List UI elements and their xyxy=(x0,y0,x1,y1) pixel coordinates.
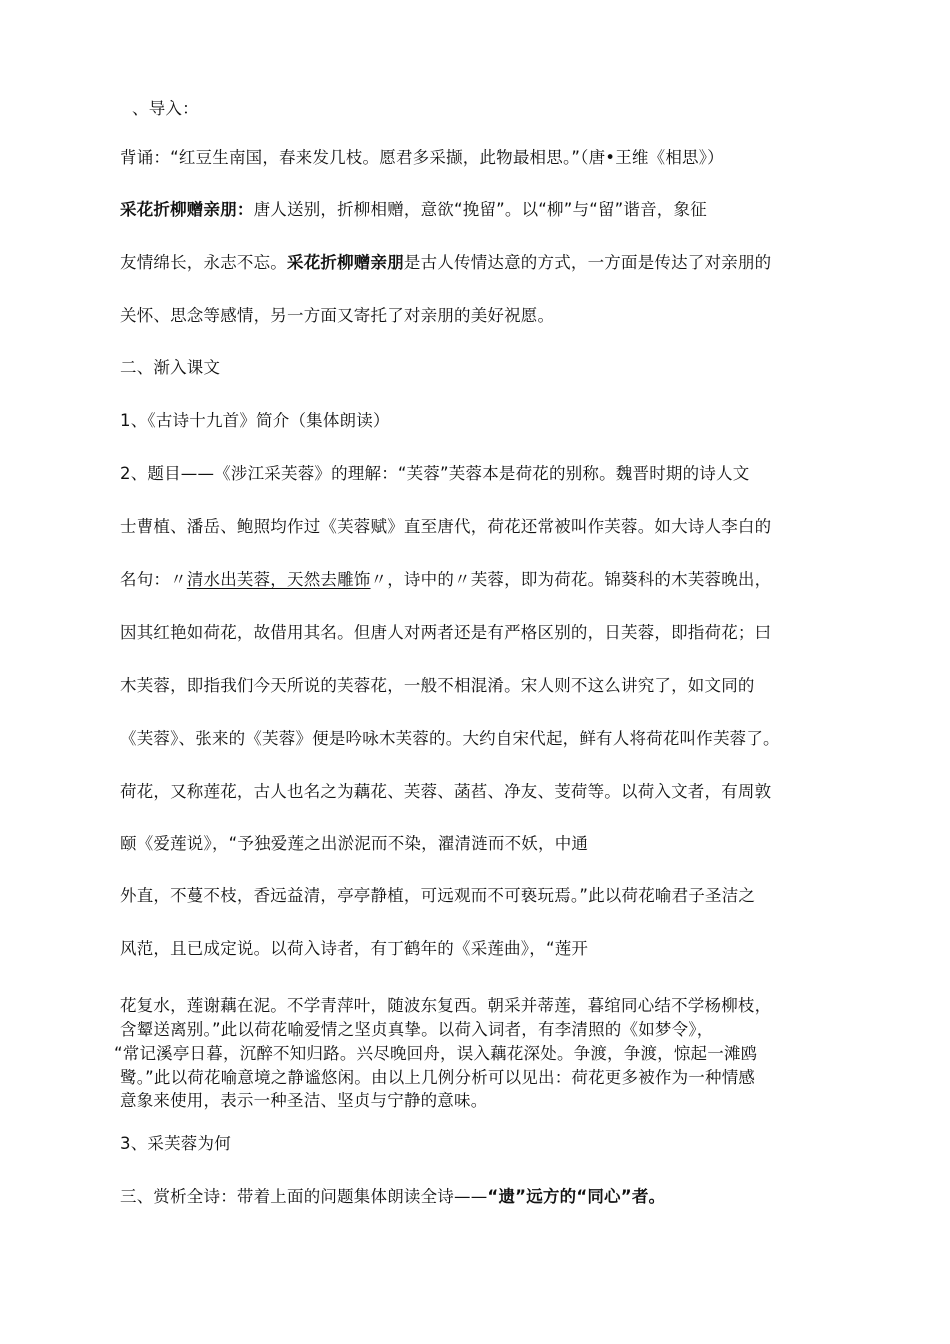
bold-phrase: “同心” xyxy=(576,1187,632,1206)
paragraph-line: 颐《爱莲说》，“予独爱莲之出淤泥而不染，濯清涟而不妖，中通 xyxy=(120,834,589,853)
section-heading xyxy=(120,1187,665,1207)
bold-phrase: 采花折柳赠亲朋： xyxy=(120,200,254,219)
recite-line: 背诵：“红豆生南国，春来发几枝。愿君多采撷，此物最相思。”（唐•王维《相思》） xyxy=(120,148,724,167)
paragraph-line: 《芙蓉》、张来的《芙蓉》便是吟咏木芙蓉的。大约自宋代起，鲜有人将荷花叫作芙蓉了。 xyxy=(120,729,780,748)
bold-phrase: 采花折柳赠亲朋 xyxy=(287,253,404,272)
paragraph-line xyxy=(120,200,707,220)
paragraph-line: 鹭。”此以荷花喻意境之静谧悠闲。由以上几例分析可以见出：荷花更多被作为一种情感 xyxy=(120,1068,756,1087)
paragraph-line xyxy=(120,570,771,590)
paragraph-line xyxy=(120,253,771,273)
paragraph-line: 风范，且已成定说。以荷入诗者，有丁鹤年的《采莲曲》，“莲开 xyxy=(120,939,589,958)
bold-phrase: 者。 xyxy=(631,1187,666,1206)
bold-phrase: “遗” xyxy=(487,1187,527,1206)
paragraph-line: 2、题目——《涉江采芙蓉》的理解：“芙蓉”芙蓉本是荷花的别称。魏晋时期的诗人文 xyxy=(120,464,750,483)
paragraph-line: 含颦送离别。”此以荷花喻爱情之坚贞真挚。以荷入词者，有李清照的《如梦令》， xyxy=(120,1020,714,1039)
intro-heading: 、导入： xyxy=(132,99,199,118)
paragraph-line: 荷花，又称莲花，古人也名之为藕花、芙蓉、菡萏、净友、芰荷等。以荷入文者，有周敦 xyxy=(120,782,772,801)
list-item: 3、采芙蓉为何 xyxy=(120,1134,231,1153)
text-span: 唐人送别，折柳相赠，意欲“挽留”。以“柳”与“留”谐音，象征 xyxy=(253,200,707,219)
paragraph-line: 外直，不蔓不枝，香远益清，亭亭静植，可远观而不可亵玩焉。”此以荷花喻君子圣洁之 xyxy=(120,886,756,905)
paragraph-line: 因其红艳如荷花，故借用其名。但唐人对两者还是有严格区别的，日芙蓉，即指荷花；曰 xyxy=(120,623,772,642)
section-heading: 二、渐入课文 xyxy=(120,358,221,377)
paragraph-line: 士曹植、潘岳、鲍照均作过《芙蓉赋》直至唐代，荷花还常被叫作芙蓉。如大诗人李白的 xyxy=(120,517,772,536)
text-span: 三、赏析全诗：带着上面的问题集体朗读全诗—— xyxy=(120,1187,488,1206)
paragraph-line: 关怀、思念等感情，另一方面又寄托了对亲朋的美好祝愿。 xyxy=(120,306,555,325)
text-span: 友情绵长，永志不忘。 xyxy=(120,253,287,272)
list-item: 1、《古诗十九首》简介（集体朗读） xyxy=(120,411,390,430)
bold-phrase: 远方的 xyxy=(526,1187,577,1206)
underlined-quote: 清水出芙蓉，天然去雕饰 xyxy=(186,570,371,589)
text-span: 〃，诗中的〃芙蓉，即为荷花。锦葵科的木芙蓉晚出， xyxy=(370,570,772,589)
paragraph-line: 木芙蓉，即指我们今天所说的芙蓉花，一般不相混淆。宋人则不这么讲究了，如文同的 xyxy=(120,676,755,695)
text-span: 是古人传情达意的方式，一方面是传达了对亲朋的 xyxy=(403,253,772,272)
text-span: 名句：〃 xyxy=(120,570,187,589)
paragraph-line: 意象来使用，表示一种圣洁、坚贞与宁静的意味。 xyxy=(120,1091,488,1110)
paragraph-line: 花复水，莲谢藕在泥。不学青萍叶，随波东复西。朝采并蒂莲，暮绾同心结不学杨柳枝， xyxy=(120,996,772,1015)
paragraph-line: “常记溪亭日暮，沉醉不知归路。兴尽晚回舟，误入藕花深处。争渡，争渡，惊起一滩鸥 xyxy=(114,1044,758,1063)
